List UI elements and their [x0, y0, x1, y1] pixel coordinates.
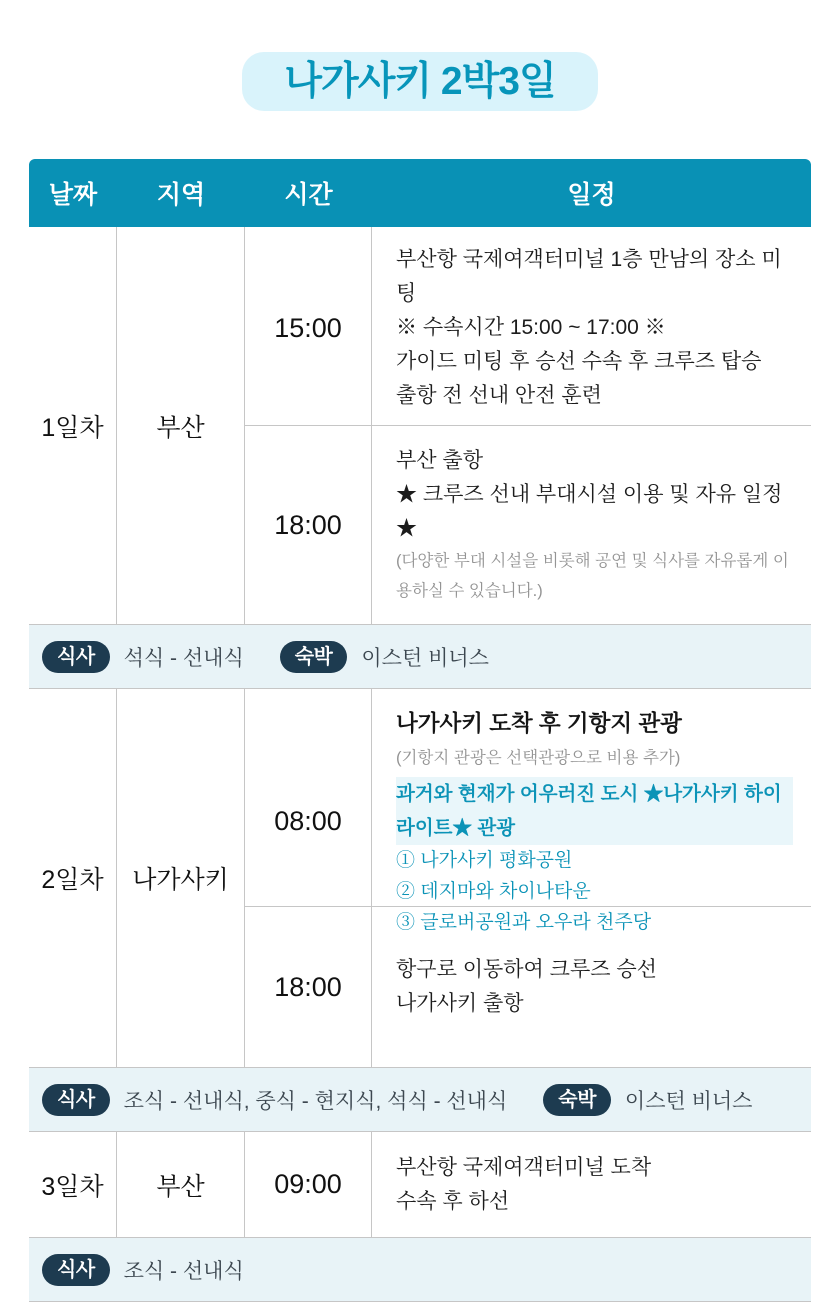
day1-region: 부산: [117, 227, 245, 624]
schedule-line: ※ 수속시간 15:00 ~ 17:00 ※: [396, 316, 666, 339]
day3-slots: [245, 1132, 811, 1237]
day2-block: [29, 689, 811, 1067]
schedule-line: 부산 출항: [396, 449, 483, 472]
day3-meal-row: [29, 1237, 811, 1302]
schedule-line: 출항 전 선내 안전 훈련: [396, 384, 602, 407]
schedule-tour-item: ② 데지마와 차이나타운: [396, 881, 591, 902]
schedule-line: 부산항 국제여객터미널 도착: [396, 1155, 652, 1179]
meal-badge: 식사: [42, 1254, 110, 1286]
schedule-tour-item: ① 나가사키 평화공원: [396, 850, 573, 871]
schedule-note: (기항지 관광은 선택관광으로 비용 추가): [396, 749, 681, 767]
meal-group: [42, 1084, 507, 1116]
day3-slot1-time: 09:00: [245, 1132, 372, 1237]
schedule-line: 가이드 미팅 후 승선 수속 후 크루즈 탑승: [396, 350, 762, 373]
table-header-row: [29, 159, 811, 227]
itinerary-table: [29, 159, 811, 1302]
meal-value: 석식 - 선내식: [123, 646, 244, 670]
day3-block: [29, 1132, 811, 1237]
day3-label: 3일차: [29, 1132, 117, 1237]
meal-value: 조식 - 선내식: [123, 1259, 244, 1283]
day1-slot2: [245, 425, 811, 624]
day3-slot1-schedule: [372, 1132, 811, 1237]
schedule-tour-item: ③ 글로버공원과 오우라 천주당: [396, 912, 652, 933]
stay-badge: 숙박: [543, 1084, 611, 1116]
day2-slot1-time: 08:00: [245, 689, 372, 954]
meal-group: [42, 641, 244, 673]
day1-meal-row: [29, 624, 811, 689]
header-date: 날짜: [48, 181, 98, 209]
day1-slots: [245, 227, 811, 624]
header-time: 시간: [284, 181, 333, 209]
day2-slot2: [245, 906, 811, 1067]
day2-slot1: [245, 689, 811, 933]
stay-group: [543, 1084, 752, 1116]
day1-slot1-time: 15:00: [245, 227, 372, 429]
day1-slot1-schedule: [372, 227, 811, 429]
meal-value: 조식 - 선내식, 중식 - 현지식, 석식 - 선내식: [123, 1089, 508, 1113]
day2-slot2-schedule: [372, 907, 811, 1067]
schedule-title: 나가사키 도착 후 기항지 관광: [396, 711, 682, 736]
stay-badge: 숙박: [280, 641, 348, 673]
day2-meal-row: [29, 1067, 811, 1132]
schedule-note: (다양한 부대 시설을 비롯해 공연 및 식사를 자유롭게 이용하실 수 있습니다.): [396, 552, 789, 600]
day1-slot2-schedule: [372, 426, 811, 624]
day3-slot1: [245, 1132, 811, 1237]
day2-slot2-time: 18:00: [245, 907, 372, 1067]
schedule-line: 부산항 국제여객터미널 1층 만남의 장소 미팅: [396, 248, 782, 305]
meal-group: [42, 1254, 244, 1286]
day2-label: 2일차: [29, 689, 117, 1067]
header-region: 지역: [156, 181, 206, 209]
stay-value: 이스턴 비너스: [624, 1089, 753, 1113]
day1-slot1: [245, 227, 811, 425]
meal-badge: 식사: [42, 1084, 110, 1116]
day2-region: 나가사키: [117, 689, 245, 1067]
day1-label: 1일차: [29, 227, 117, 624]
stay-group: [280, 641, 489, 673]
day1-block: [29, 227, 811, 624]
meal-badge: 식사: [42, 641, 110, 673]
page-header: [0, 52, 840, 111]
schedule-line: 수속 후 하선: [396, 1189, 510, 1213]
day2-slots: [245, 689, 811, 1067]
page-title: 나가사키 2박3일: [242, 52, 597, 111]
schedule-line: ★ 크루즈 선내 부대시설 이용 및 자유 일정 ★: [396, 483, 783, 540]
stay-value: 이스턴 비너스: [361, 646, 489, 670]
schedule-highlight: 과거와 현재가 어우러진 도시 ★나가사키 하이라이트★ 관광: [396, 777, 793, 845]
header-schedule: 일정: [567, 181, 616, 209]
day3-region: 부산: [117, 1132, 245, 1237]
schedule-line: 나가사키 출항: [396, 992, 524, 1015]
schedule-line: 항구로 이동하여 크루즈 승선: [396, 958, 657, 981]
day1-slot2-time: 18:00: [245, 426, 372, 624]
